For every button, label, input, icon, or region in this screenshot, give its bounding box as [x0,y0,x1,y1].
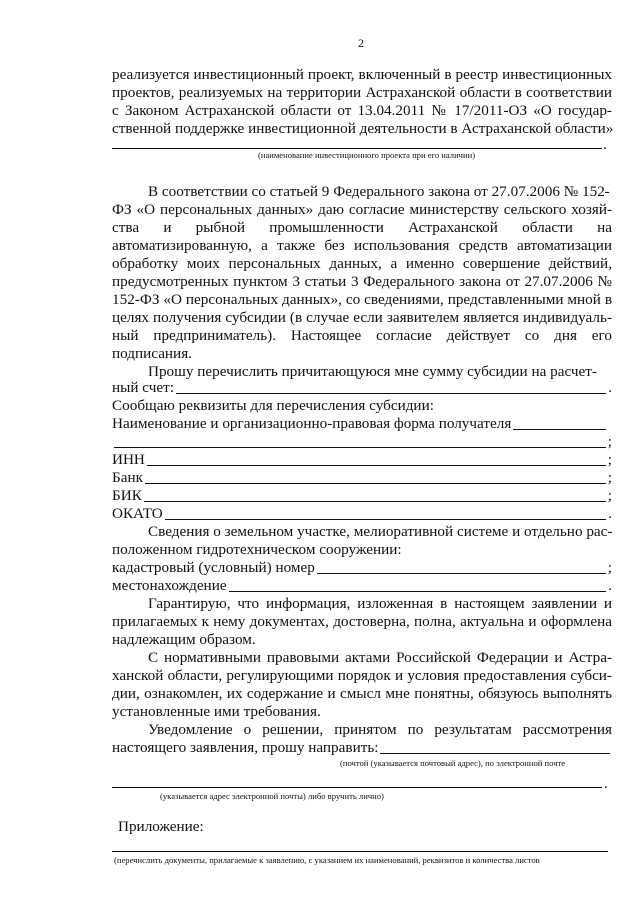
location-label: местонахождение [112,577,227,594]
intro-line-3: с Законом Астраханской области от 13.04.2011 № 17/2011-ОЗ «О государ- [112,102,612,119]
guarantee-line-2: прилагаемых к нему документах, достоверна, полна, актуальна и оформлена [112,613,612,630]
cadastral-field[interactable] [317,573,606,574]
intro-line-4: ственной поддержке инвестиционной деятельности в Астраханской области» [112,120,614,137]
account-number-label: ный счет: [112,379,174,396]
recipient-org-field-2[interactable] [114,447,606,448]
consent-line-3: ства и рыбной промышленности Астраханской области на [112,219,612,236]
inn-field[interactable] [147,465,606,466]
account-number-field[interactable] [176,393,606,394]
notice-end: . [604,775,608,792]
intro-line-2: проектов, реализуемых на территории Астраханской области в соответствии [112,84,612,101]
cadastral-label: кадастровый (условный) номер [112,559,315,576]
consent-line-4: автоматизированную, а также без использования средств автоматизации [112,237,612,254]
acts-line-1: С нормативными правовыми актами Российской Федерации и Астра- [148,649,612,666]
notice-address-line-2[interactable] [112,787,602,788]
recipient-org-row [112,415,608,433]
bik-field[interactable] [144,501,606,502]
consent-line-2: ФЗ «О персональных данных» даю согласие министерству сельского хозяй- [112,201,612,218]
acts-line-2: ханской области, регулирующими порядок и условия предоставления субси- [112,667,612,684]
acts-line-4: установленные ими требования. [112,703,321,720]
recipient-org-field[interactable] [513,429,606,430]
guarantee-line-1: Гарантирую, что информация, изложенная в настоящем заявлении и [148,595,612,612]
bik-row: БИК ; [112,487,612,504]
bank-row: Банк ; [112,469,612,486]
guarantee-line-3: надлежащим образом. [112,631,256,648]
okato-label: ОКАТО [112,505,163,522]
consent-line-9: ный предприниматель). Настоящее согласие действует со дня его [112,327,612,344]
location-row: местонахождение . [112,577,612,594]
inn-label: ИНН [112,451,145,468]
notice-line-2: настоящего заявления, прошу направить: [112,739,379,756]
notice-caption-2: (указывается адрес электронной почты) либо вручить лично) [160,791,384,801]
attachments-caption: (перечислить документы, прилагаемые к заявлению, с указанием их наименований, реквизитов и количества листов [114,855,540,865]
recipient-org-label: Наименование и организационно-правовая форма получателя [112,415,512,432]
land-line-1: Сведения о земельном участке, мелиоративной системе и отдельно рас- [148,523,613,540]
page-number: 2 [358,36,364,50]
account-number-row: ный счет: . [112,379,612,396]
location-field[interactable] [229,591,607,592]
land-line-2: положенном гидротехническом сооружении: [112,541,402,558]
okato-row: ОКАТО . [112,505,612,522]
attachments-label: Приложение: [118,818,204,835]
intro-line-1: реализуется инвестиционный проект, включенный в реестр инвестиционных [112,66,612,83]
bank-field[interactable] [145,483,606,484]
consent-line-1: В соответствии со статьей 9 Федерального закона от 27.07.2006 № 152- [148,183,610,200]
project-name-end: . [603,136,607,153]
payment-line-1: Прошу перечислить причитающуюся мне сумму субсидии на расчет- [148,363,597,380]
attachments-line[interactable] [112,851,608,852]
notice-address-row [112,739,612,757]
consent-line-10: подписания. [112,345,192,362]
inn-row: ИНН ; [112,451,612,468]
project-name-line [112,148,602,149]
consent-line-8: целях получения субсидии (в случае если заявителем является индивидуаль- [112,309,612,326]
bik-label: БИК [112,487,142,504]
notice-address-field[interactable] [380,753,610,754]
bank-label: Банк [112,469,143,486]
notice-caption-1: (почтой (указывается почтовый адрес), по электронной почте [340,758,566,768]
project-name-caption: (наименование инвестиционного проекта при его наличии) [258,150,476,160]
cadastral-row: кадастровый (условный) номер ; [112,559,612,576]
consent-line-5: обработку моих персональных данных, а именно совершение действий, [112,255,612,272]
consent-line-6: предусмотренных пунктом 3 статьи 3 Федерального закона от 27.07.2006 № [112,273,612,290]
notice-line-1: Уведомление о решении, принятом по результатам рассмотрения [148,721,612,738]
acts-line-3: дии, ознакомлен, их содержание и смысл мне понятны, обязуюсь выполнять [112,685,612,702]
consent-line-7: 152-ФЗ «О персональных данных», со сведениями, представленными мной в [112,291,612,308]
okato-field[interactable] [165,519,606,520]
recipient-org-row-2: ; [112,433,612,451]
details-title: Сообщаю реквизиты для перечисления субсидии: [112,397,434,414]
